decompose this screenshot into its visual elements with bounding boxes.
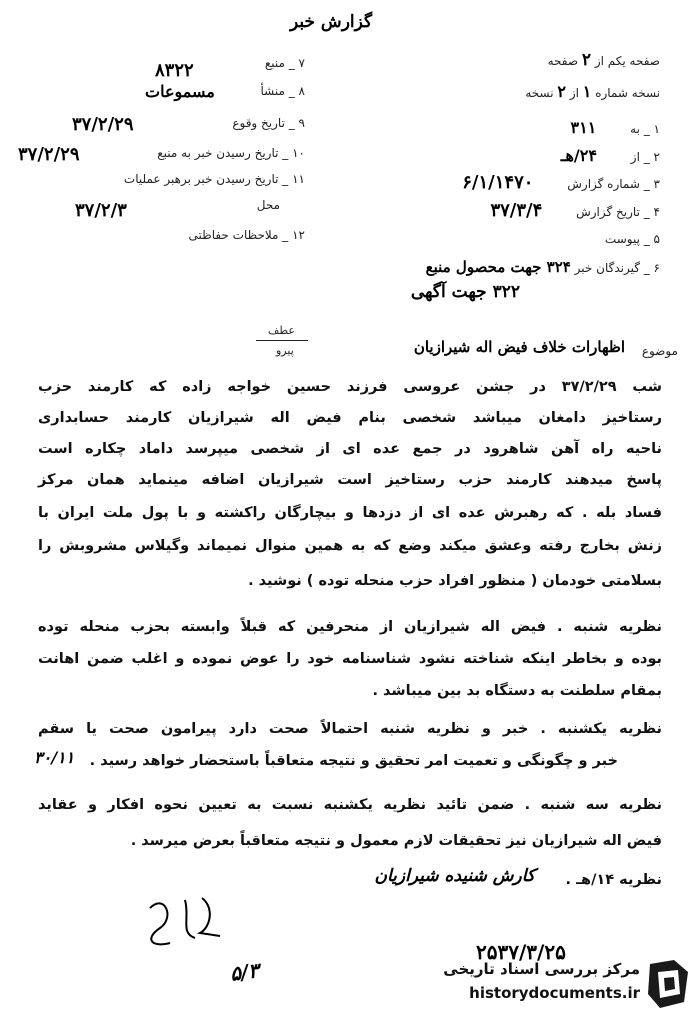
- recipients-value: ۳۲۴ جهت محصول منبع: [425, 258, 571, 276]
- location-label: محل: [256, 198, 280, 212]
- body-line: فساد بله . که رهبرش عده ای از دزدها و بیچارگان راکشته و با پول ملت ایران با: [38, 505, 662, 521]
- location-row: [257, 198, 280, 212]
- report-date-row: [490, 200, 660, 221]
- report-date-value: ۳۷/۳/۴: [490, 200, 543, 221]
- opinion-tuesday-line: فیض اله شیرازیان نیز تحقیقات لازم معمول و نتیجه متعاقباً بعرض میرسد .: [130, 833, 662, 849]
- report-number-row: [462, 172, 660, 193]
- copy-number-mid: از: [569, 86, 579, 100]
- handwritten-bottom-note: ۵/۳: [228, 958, 261, 986]
- page-count-row: [548, 50, 660, 70]
- occurrence-date-label: ۹ _ تاریخ وقوع: [232, 116, 305, 130]
- source-value: ۸۳۲۲: [155, 60, 194, 81]
- source-label: ۷ _ منبع: [264, 56, 305, 70]
- subject-label: موضوع: [641, 344, 678, 358]
- from-label: ۲ _ از: [630, 150, 660, 164]
- opinion-saturday-line: بوده و بخاطر اینکه شناخته نشود شناسنامه خود را عوض نموده و اغلب ضمن اهانت: [38, 651, 662, 667]
- to-row: [571, 118, 660, 137]
- signature-icon: [140, 888, 230, 958]
- subject-ref-bottom: پیرو: [276, 344, 294, 357]
- copy-number-suffix: نسخه: [525, 86, 554, 100]
- source-row: [265, 56, 305, 70]
- watermark: [404, 956, 694, 1012]
- copy-number-row: [525, 82, 660, 101]
- to-value: ۳۱۱: [570, 118, 597, 137]
- stamp-date: ۲۵۳۷/۳/۲۵: [476, 940, 566, 964]
- opinion-14h: نظریه ۱۴/هـ .: [565, 872, 662, 888]
- security-notes-row: [189, 228, 305, 242]
- received-by-source-value: ۳۷/۲/۲۹: [18, 144, 80, 165]
- document-title: گزارش خبر: [290, 12, 373, 32]
- occurrence-date-value: ۳۷/۲/۲۹: [72, 114, 134, 135]
- received-by-leader-label: ۱۱ _ تاریخ رسیدن خبر برهبر عملیات: [123, 172, 305, 186]
- page-count-value: ۲: [581, 50, 592, 70]
- attachment-row: [605, 232, 660, 246]
- copy-number-value2: ۲: [557, 82, 566, 101]
- body-line: بسلامتی خودمان ( منظور افراد حزب منحله توده ) نوشید .: [248, 573, 662, 589]
- report-number-label: ۳ _ شماره گزارش: [567, 177, 660, 191]
- origin-label: ۸ _ منشأ: [260, 84, 305, 98]
- opinion-sunday-line: نظریه یکشنبه . خبر و نظریه شنبه احتمالاً صحت دارد پیرامون صحت یا سقم: [38, 721, 662, 737]
- from-row: [561, 146, 660, 165]
- security-notes-label: ۱۲ _ ملاحظات حفاظتی: [188, 228, 305, 242]
- subject-text: اظهارات خلاف فیض اله شیرازیان: [413, 338, 625, 356]
- page-count-suffix: صفحه: [547, 54, 579, 68]
- recipients-label: ۶ _ گیرندگان خبر: [574, 261, 660, 275]
- handwritten-note: ۳۰/۱۱: [34, 748, 75, 767]
- received-by-source-label: ۱۰ _ تاریخ رسیدن خبر به منبع: [157, 146, 305, 160]
- received-by-source-row: [157, 146, 305, 160]
- occurrence-date-row: [232, 116, 305, 130]
- report-number-value: ۶/۱/۱۴۷۰: [462, 172, 534, 193]
- body-line: پاسخ میدهند کارمند حزب رستاخیز است شیرازیان اضافه مینماید همان مرکز: [38, 472, 662, 488]
- subject-ref-top: عطف: [268, 324, 295, 337]
- page-count-label: صفحه یکم از: [594, 54, 660, 68]
- body-line: شب ۳۷/۲/۲۹ در جشن عروسی فرزند حسین خواجه زاده که کارمند حزب: [38, 379, 662, 395]
- from-value: ۲۴/هـ: [560, 146, 597, 165]
- report-date-label: ۴ _ تاریخ گزارش: [576, 205, 660, 219]
- subject-ref-divider: [256, 340, 308, 341]
- body-line: زنش بخارج رفته وعشق میکند وضع که به همین منوال نمیماند وگیلاس مشروبش را: [38, 538, 662, 554]
- opinion-saturday-line: نظریه شنبه . فیض اله شیرازیان از منحرفین که قبلاً وابسته بحزب منحله توده: [38, 619, 662, 635]
- watermark-logo-icon: [644, 958, 692, 1010]
- copy-number-value: ۱: [582, 82, 592, 101]
- watermark-org: مرکز بررسی اسناد تاریخی: [443, 960, 640, 978]
- location-value: ۳۷/۲/۳: [75, 200, 127, 221]
- received-by-leader-row: [124, 172, 305, 186]
- handwritten-opinion-note: کارش شنیده شیرازیان: [374, 866, 535, 886]
- body-line: رستاخیز دامغان میباشد شخصی بنام فیض اله شیرازیان کارمند حسابداری: [38, 410, 662, 426]
- recipients-row: [426, 258, 660, 276]
- attachment-label: ۵ _ پیوست: [604, 232, 660, 246]
- to-label: ۱ _ به: [630, 122, 660, 136]
- origin-row: [261, 84, 306, 98]
- opinion-sunday-line: خبر و چگونگی و تعمیت امر تحقیق و نتیجه متعاقباً باستحضار خواهد رسید .: [89, 753, 618, 769]
- opinion-saturday-line: بمقام سلطنت به دستگاه بد بین میباشد .: [372, 683, 662, 699]
- opinion-tuesday-line: نظریه سه شنبه . ضمن تائید نظریه یکشنبه نسبت به تعیین نحوه افکار و عقاید: [38, 797, 662, 813]
- body-line: ناحیه راه آهن شاهرود در جمع عده ای از شخصی میپرسد داماد چکاره است: [38, 441, 662, 457]
- origin-value: مسموعات: [145, 82, 215, 101]
- watermark-site: historydocuments.ir: [469, 984, 640, 1002]
- copy-number-label: نسخه شماره: [595, 86, 660, 100]
- recipients-extra: ۳۲۲ جهت آگهی: [410, 282, 520, 302]
